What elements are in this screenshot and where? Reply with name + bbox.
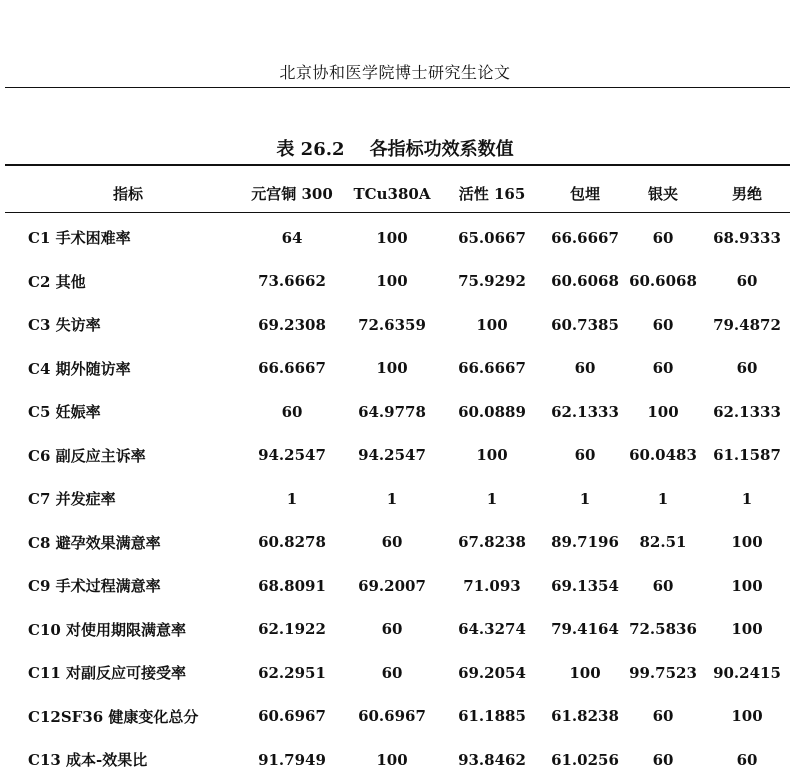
table-cell: 62.1333 — [551, 402, 619, 421]
table-cell: 100 — [569, 663, 601, 682]
indicator-name: C11 对副反应可接受率 — [28, 664, 187, 683]
table-cell: 68.8091 — [258, 576, 326, 595]
column-header: 元宫铜 300 — [251, 185, 333, 203]
table-cell: 100 — [376, 750, 408, 769]
indicator-name: C3 失访率 — [28, 316, 101, 335]
indicator-name: C6 副反应主诉率 — [28, 446, 146, 465]
indicator-name: C7 并发症率 — [28, 490, 116, 509]
table-cell: 60 — [652, 707, 674, 726]
table-cell: 89.7196 — [551, 533, 619, 552]
table-cell: 61.8238 — [551, 707, 619, 726]
table-cell: 60.8278 — [258, 533, 326, 552]
table-cell: 60 — [736, 272, 758, 291]
table-row — [20, 216, 790, 260]
table-cell: 79.4164 — [551, 620, 619, 639]
indicator-name: C4 期外随访率 — [28, 359, 131, 378]
table-cell: 60.6967 — [358, 707, 426, 726]
header-rule — [5, 87, 790, 88]
table-cell: 60 — [652, 228, 674, 247]
table-cell: 1 — [486, 489, 498, 508]
table-cell: 60.0483 — [629, 446, 697, 465]
table-cell: 100 — [376, 272, 408, 291]
table-cell: 60 — [652, 315, 674, 334]
table-row — [20, 303, 790, 347]
indicator-name: C10 对使用期限满意率 — [28, 620, 187, 639]
table-cell: 100 — [731, 576, 763, 595]
table-cell: 75.9292 — [458, 272, 526, 291]
table-cell: 100 — [476, 315, 508, 334]
table-cell: 62.1333 — [713, 402, 781, 421]
table-cell: 60 — [652, 750, 674, 769]
indicator-name: C9 手术过程满意率 — [28, 577, 161, 596]
table-cell: 66.6667 — [258, 359, 326, 378]
table-cell: 91.7949 — [258, 750, 326, 769]
table-body — [20, 216, 790, 782]
running-header: 北京协和医学院博士研究生论文 — [279, 63, 511, 82]
table-cell: 60 — [281, 402, 303, 421]
table-cell: 60.6068 — [629, 272, 697, 291]
table-cell: 1 — [657, 489, 669, 508]
indicator-name: C1 手术困难率 — [28, 229, 131, 248]
table-cell: 60 — [574, 446, 596, 465]
indicator-name: C8 避孕效果满意率 — [28, 533, 161, 552]
table-row — [20, 390, 790, 434]
column-header: 包埋 — [569, 185, 600, 203]
table-row — [20, 521, 790, 565]
table-cell: 100 — [731, 620, 763, 639]
table-cell: 62.1922 — [258, 620, 326, 639]
table-cell: 64 — [281, 228, 303, 247]
table-cell: 69.2007 — [358, 576, 426, 595]
table-cell: 94.2547 — [358, 446, 426, 465]
column-header: 银夹 — [647, 185, 678, 203]
indicator-name: C2 其他 — [28, 272, 86, 291]
table-cell: 60.0889 — [458, 402, 526, 421]
table-cell: 60 — [736, 359, 758, 378]
table-cell: 67.8238 — [458, 533, 526, 552]
table-row — [20, 434, 790, 478]
table-row — [20, 260, 790, 304]
column-header: 男绝 — [731, 185, 762, 203]
table-cell: 72.5836 — [629, 620, 697, 639]
table-caption: 表 26.2 各指标功效系数值 — [276, 139, 514, 160]
table-row — [20, 477, 790, 521]
table-cell: 60 — [652, 576, 674, 595]
table-cell: 69.1354 — [551, 576, 619, 595]
table-cell: 60 — [574, 359, 596, 378]
table-cell: 61.1885 — [458, 707, 526, 726]
coefficient-table — [20, 173, 790, 782]
column-header: TCu380A — [353, 184, 431, 203]
table-cell: 100 — [647, 402, 679, 421]
table-cell: 100 — [731, 533, 763, 552]
table-top-rule — [5, 164, 790, 166]
table-cell: 90.2415 — [713, 663, 781, 682]
table-cell: 99.7523 — [629, 663, 697, 682]
table-row — [20, 738, 790, 782]
table-cell: 60.7385 — [551, 315, 619, 334]
table-cell: 1 — [741, 489, 753, 508]
table-row — [20, 695, 790, 739]
indicator-name: C12SF36 健康变化总分 — [28, 707, 199, 726]
table-row — [20, 651, 790, 695]
table-cell: 60 — [652, 359, 674, 378]
table-cell: 79.4872 — [713, 315, 781, 334]
table-cell: 100 — [476, 446, 508, 465]
table-cell: 65.0667 — [458, 228, 526, 247]
table-row — [20, 347, 790, 391]
table-header-row — [20, 173, 790, 216]
table-cell: 72.6359 — [358, 315, 426, 334]
table-cell: 1 — [386, 489, 398, 508]
table-row — [20, 564, 790, 608]
table-cell: 69.2054 — [458, 663, 526, 682]
indicator-name: C5 妊娠率 — [28, 403, 101, 422]
table-cell: 62.2951 — [258, 663, 326, 682]
table-cell: 1 — [579, 489, 591, 508]
table-cell: 64.9778 — [358, 402, 426, 421]
table-cell: 100 — [376, 228, 408, 247]
table-cell: 60 — [736, 750, 758, 769]
table-cell: 66.6667 — [551, 228, 619, 247]
table-cell: 100 — [376, 359, 408, 378]
table-cell: 64.3274 — [458, 620, 526, 639]
table-cell: 68.9333 — [713, 228, 781, 247]
table-cell: 60.6967 — [258, 707, 326, 726]
table-cell: 60 — [381, 533, 403, 552]
table-cell: 1 — [286, 489, 298, 508]
table-cell: 60.6068 — [551, 272, 619, 291]
table-cell: 71.093 — [463, 576, 521, 595]
table-cell: 69.2308 — [258, 315, 326, 334]
table-cell: 60 — [381, 663, 403, 682]
table-row — [20, 608, 790, 652]
table-cell: 61.0256 — [551, 750, 619, 769]
table-cell: 93.8462 — [458, 750, 526, 769]
table-cell: 94.2547 — [258, 446, 326, 465]
table-cell: 66.6667 — [458, 359, 526, 378]
table-cell: 60 — [381, 620, 403, 639]
table-cell: 82.51 — [639, 533, 687, 552]
table-cell: 100 — [731, 707, 763, 726]
table-cell: 73.6662 — [258, 272, 326, 291]
table-cell: 61.1587 — [713, 446, 781, 465]
column-header: 指标 — [112, 185, 143, 203]
column-header: 活性 165 — [458, 185, 526, 203]
indicator-name: C13 成本-效果比 — [28, 751, 148, 770]
